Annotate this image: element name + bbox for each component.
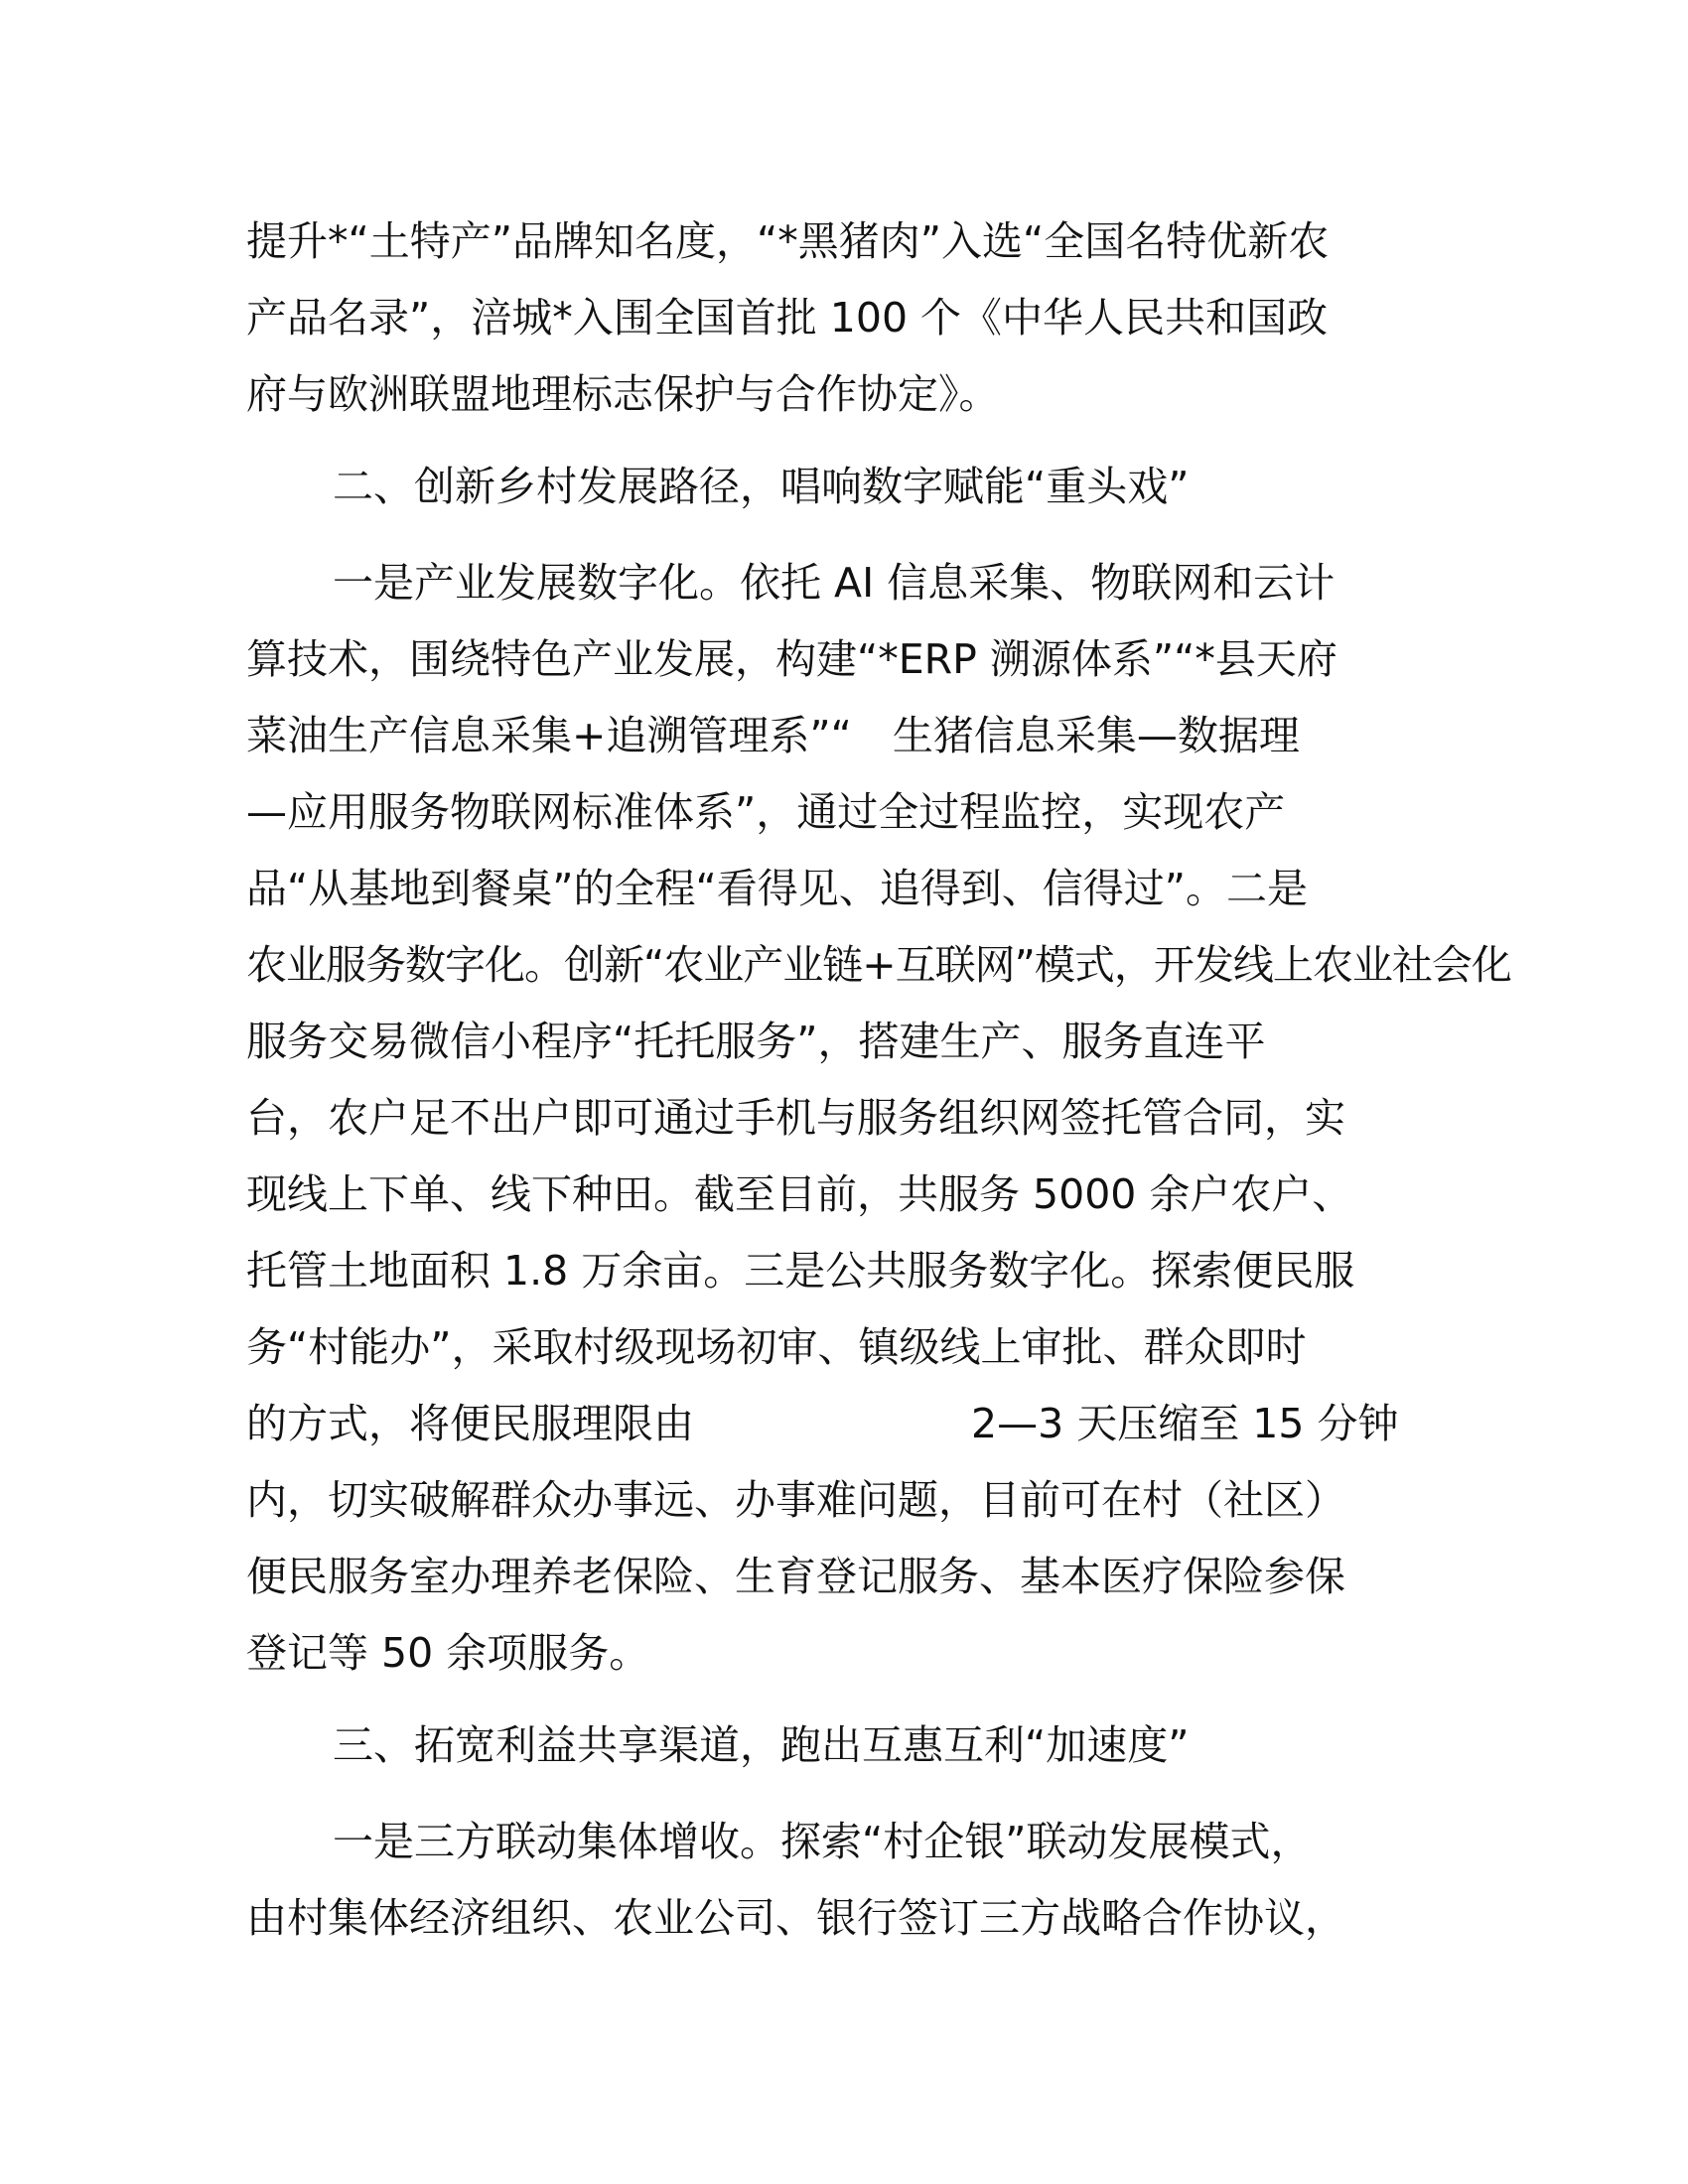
paragraph-line: 服务交易微信小程序“托托服务”，搭建生产、服务直连平 [246, 1018, 1266, 1065]
section-heading: 二、创新乡村发展路径，唱响数字赋能“重头戏” [333, 463, 1190, 510]
paragraph-line: 的方式，将便民服理限由 [246, 1400, 694, 1447]
paragraph-line: 提升*“土特产”品牌知名度，“*黑猪肉”入选“全国名特优新农 [246, 217, 1330, 265]
paragraph-line: —应用服务物联网标准体系”，通过全过程监控，实现农产 [246, 788, 1286, 836]
paragraph-line: 现线上下单、线下种田。截至目前，共服务 5000 余户农户、 [246, 1170, 1353, 1218]
paragraph-line: 农业服务数字化。创新“农业产业链+互联网”模式，开发线上农业社会化 [246, 941, 1511, 989]
paragraph-line: 产品名录”，涪城*入围全国首批 100 个《中华人民共和国政 [246, 294, 1329, 341]
paragraph-line: 台，农户足不出户即可通过手机与服务组织网签托管合同，实 [246, 1094, 1345, 1142]
paragraph-line: 务“村能办”，采取村级现场初审、镇级线上审批、群众即时 [246, 1323, 1307, 1371]
paragraph-line: 算技术，围绕特色产业发展，构建“*ERP 溯源体系”“*县天府 [246, 635, 1337, 683]
section-heading: 三、拓宽利益共享渠道，跑出互惠互利“加速度” [333, 1721, 1190, 1769]
paragraph-line: 一是产业发展数字化。依托 AI 信息采集、物联网和云计 [333, 559, 1336, 607]
paragraph-line: 菜油生产信息采集+追溯管理系”“ 生猪信息采集—数据理 [246, 712, 1300, 759]
paragraph-line: 托管土地面积 1.8 万余亩。三是公共服务数字化。探索便民服 [246, 1247, 1355, 1295]
paragraph-line: 府与欧洲联盟地理标志保护与合作协定》。 [246, 370, 1000, 418]
paragraph-line: 便民服务室办理养老保险、生育登记服务、基本医疗保险参保 [246, 1553, 1345, 1600]
paragraph-line: 由村集体经济组织、农业公司、银行签订三方战略合作协议， [246, 1894, 1345, 1942]
paragraph-line: 一是三方联动集体增收。探索“村企银”联动发展模式， [333, 1818, 1312, 1865]
paragraph-line: 登记等 50 余项服务。 [246, 1629, 650, 1677]
paragraph-line: 内，切实破解群众办事远、办事难问题，目前可在村（社区） [246, 1476, 1345, 1524]
paragraph-line-fragment: 2—3 天压缩至 15 分钟 [971, 1400, 1399, 1447]
paragraph-line: 品“从基地到餐桌”的全程“看得见、追得到、信得过”。二是 [246, 865, 1308, 912]
